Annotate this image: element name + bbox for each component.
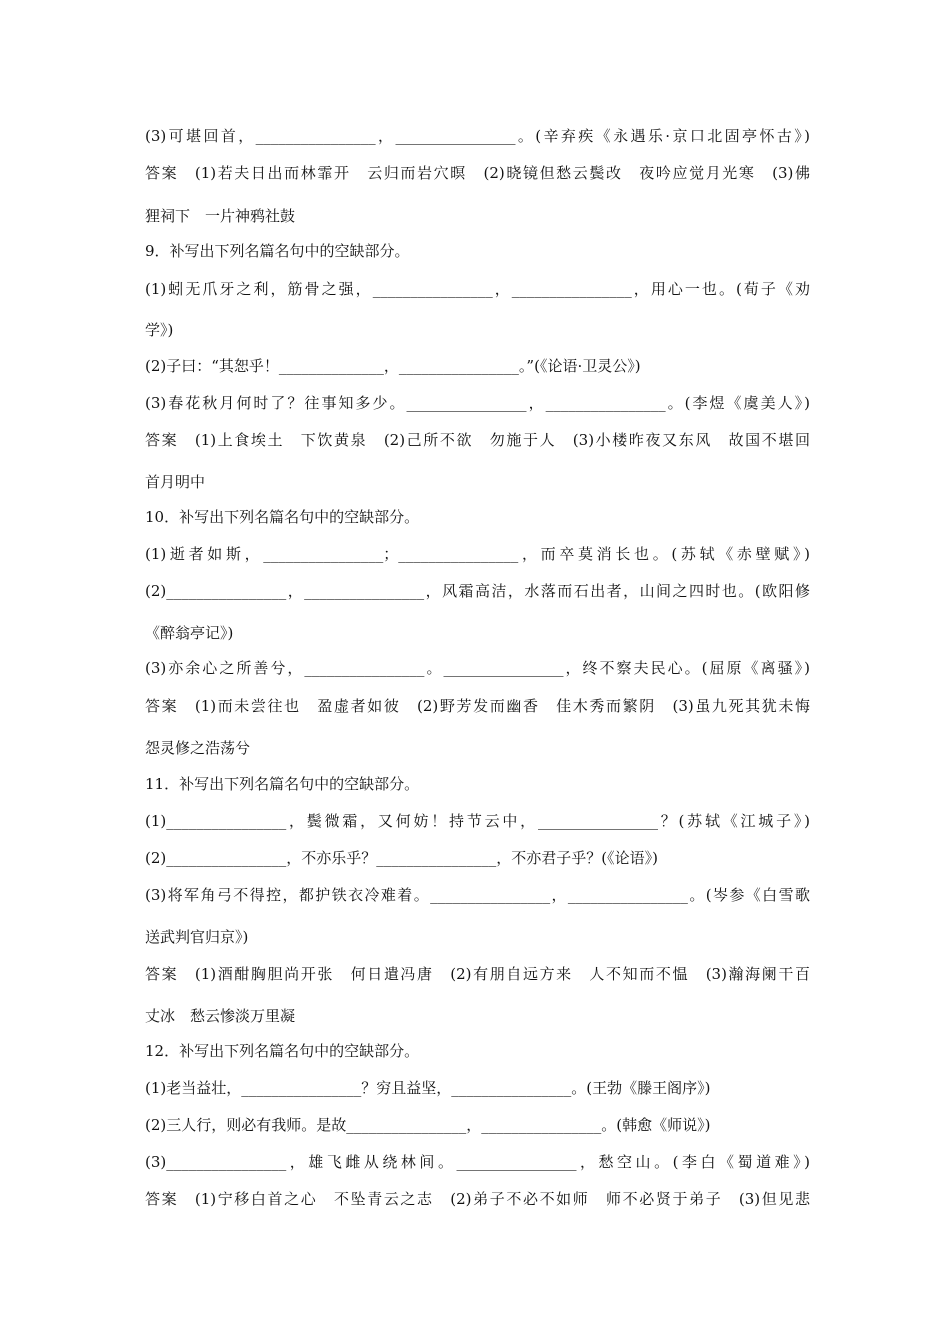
question-11-1: (1)________________，鬓微霜，又何妨！持节云中，________________？(苏轼《江城子》)	[145, 812, 810, 830]
question-9-3: (3)春花秋月何时了？往事知多少。________________，________________。(李煜《虞美人》)	[145, 394, 810, 412]
answer-8-line-1: 答案 (1)若夫日出而林霏开 云归而岩穴暝 (2)晓镜但愁云鬓改 夜吟应觉月光寒 (3)佛	[145, 164, 810, 182]
question-10-heading: 10．补写出下列名篇名句中的空缺部分。	[145, 508, 420, 526]
question-12-3: (3)________________，雄飞雌从绕林间。________________，愁空山。(李白《蜀道难》)	[145, 1153, 810, 1171]
question-9-1-line-2: 学》)	[145, 321, 174, 339]
answer-11-line-1: 答案 (1)酒酣胸胆尚开张 何日遣冯唐 (2)有朋自远方来 人不知而不愠 (3)瀚海阑干百	[145, 965, 810, 983]
question-12-heading: 12．补写出下列名篇名句中的空缺部分。	[145, 1042, 420, 1060]
answer-9-line-1: 答案 (1)上食埃土 下饮黄泉 (2)己所不欲 勿施于人 (3)小楼昨夜又东风 故国不堪回	[145, 431, 810, 449]
answer-8-line-2: 狸祠下 一片神鸦社鼓	[145, 207, 296, 225]
question-9-1-line-1: (1)蚓无爪牙之利，筋骨之强，________________，________________，用心一也。(荀子《劝	[145, 280, 810, 298]
question-9-2: (2)子曰：“其恕乎！______________，________________。”(《论语·卫灵公》)	[145, 357, 641, 375]
answer-9-line-2: 首月明中	[145, 473, 206, 491]
question-10-2-line-1: (2)________________，________________，风霜高洁，水落而石出者，山间之四时也。(欧阳修	[145, 582, 810, 600]
question-10-2-line-2: 《醉翁亭记》)	[145, 624, 234, 642]
answer-11-line-2: 丈冰 愁云惨淡万里凝	[145, 1007, 296, 1025]
question-12-2: (2)三人行，则必有我师。是故________________，________________。(韩愈《师说》)	[145, 1116, 711, 1134]
question-11-3-line-2: 送武判官归京》)	[145, 928, 249, 946]
answer-10-line-1: 答案 (1)而未尝往也 盈虚者如彼 (2)野芳发而幽香 佳木秀而繁阴 (3)虽九死其犹未悔	[145, 697, 810, 715]
question-10-3: (3)亦余心之所善兮，________________。________________，终不察夫民心。(屈原《离骚》)	[145, 659, 810, 677]
answer-12-line-1: 答案 (1)宁移白首之心 不坠青云之志 (2)弟子不必不如师 师不必贤于弟子 (3)但见悲	[145, 1190, 810, 1208]
question-11-heading: 11．补写出下列名篇名句中的空缺部分。	[145, 775, 420, 793]
question-12-1: (1)老当益壮，________________？穷且益坚，________________。(王勃《滕王阁序》)	[145, 1079, 711, 1097]
question-11-3-line-1: (3)将军角弓不得控，都护铁衣冷难着。________________，________________。(岑参《白雪歌	[145, 886, 810, 904]
question-10-1: (1)逝者如斯，________________；________________，而卒莫消长也。(苏轼《赤壁赋》)	[145, 545, 810, 563]
question-9-heading: 9．补写出下列名篇名句中的空缺部分。	[145, 242, 410, 260]
question-8-3: (3)可堪回首，________________，________________。(辛弃疾《永遇乐·京口北固亭怀古》)	[145, 127, 810, 145]
question-11-2: (2)________________，不亦乐乎？________________，不亦君子乎？(《论语》)	[145, 849, 658, 867]
answer-10-line-2: 怨灵修之浩荡兮	[145, 739, 251, 757]
